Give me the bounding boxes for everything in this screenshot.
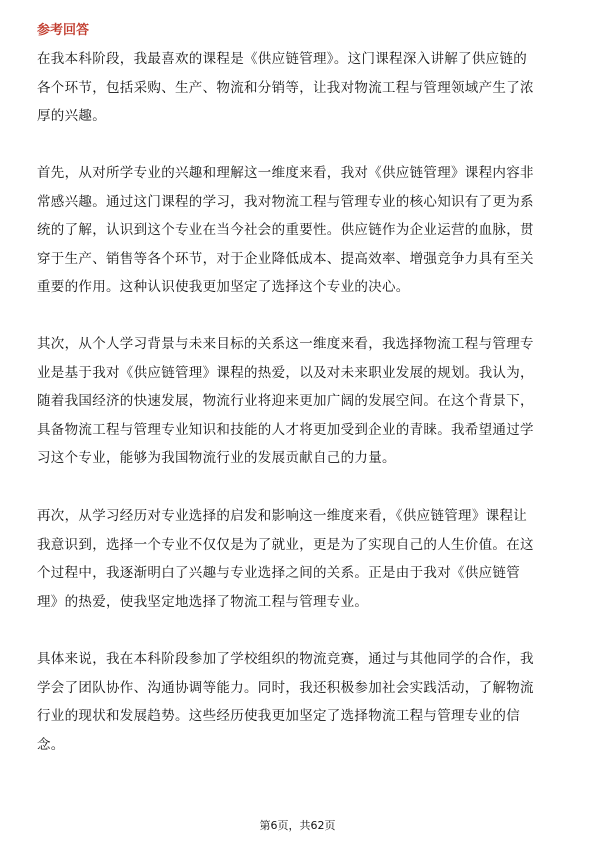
text-line: 统的了解，认识到这个专业在当今社会的重要性。供应链作为企业运营的血脉，贯 — [37, 222, 534, 238]
text-line: 我意识到，选择一个专业不仅仅是为了就业，更是为了实现自己的人生价值。在这 — [37, 536, 534, 553]
text-line: 具体来说，我在本科阶段参加了学校组织的物流竞赛，通过与其他同学的合作，我 — [37, 651, 534, 667]
paragraph-4 — [37, 502, 559, 616]
paragraph-1 — [37, 45, 559, 131]
text-line: 个过程中，我逐渐明白了兴趣与专业选择之间的关系。正是由于我对《供应链管 — [37, 565, 520, 581]
text-line: 其次，从个人学习背景与未来目标的关系这一维度来看，我选择物流工程与管理专 — [37, 336, 534, 352]
paragraph-3 — [37, 330, 559, 473]
text-line: 学会了团队协作、沟通协调等能力。同时，我还积极参加社会实践活动，了解物流 — [37, 679, 534, 696]
text-line: 习这个专业，能够为我国物流行业的发展贡献自己的力量。 — [37, 450, 396, 466]
answer-heading: 参考回答 — [37, 23, 90, 38]
paragraph-5 — [37, 645, 559, 759]
text-line: 各个环节，包括采购、生产、物流和分销等，让我对物流工程与管理领域产生了浓 — [37, 79, 534, 96]
text-line: 再次，从学习经历对专业选择的启发和影响这一维度来看，《供应链管理》课程让 — [37, 508, 528, 524]
paragraph-2 — [37, 159, 559, 302]
text-line: 厚的兴趣。 — [37, 108, 106, 124]
text-line: 念。 — [37, 736, 65, 753]
text-line: 行业的现状和发展趋势。这些经历使我更加坚定了选择物流工程与管理专业的信 — [37, 708, 520, 724]
text-line: 随着我国经济的快速发展，物流行业将迎来更加广阔的发展空间。在这个背景下， — [37, 393, 534, 409]
text-line: 穿于生产、销售等各个环节，对于企业降低成本、提高效率、增强竞争力具有至关 — [37, 250, 534, 267]
text-line: 重要的作用。这种认识使我更加坚定了选择这个专业的决心。 — [37, 279, 410, 295]
text-line: 首先，从对所学专业的兴趣和理解这一维度来看，我对《供应链管理》课程内容非 — [37, 165, 534, 181]
text-line: 具备物流工程与管理专业知识和技能的人才将更加受到企业的青睐。我希望通过学 — [37, 421, 534, 438]
text-line: 在我本科阶段，我最喜欢的课程是《供应链管理》。这门课程深入讲解了供应链的 — [37, 51, 528, 67]
text-line: 理》的热爱，使我坚定地选择了物流工程与管理专业。 — [37, 593, 369, 610]
text-line: 业是基于我对《供应链管理》课程的热爱，以及对未来职业发展的规划。我认为， — [37, 364, 534, 381]
text-line: 常感兴趣。通过这门课程的学习，我对物流工程与管理专业的核心知识有了更为系 — [37, 193, 534, 210]
page-number: 第6页，共62页 — [259, 819, 336, 832]
